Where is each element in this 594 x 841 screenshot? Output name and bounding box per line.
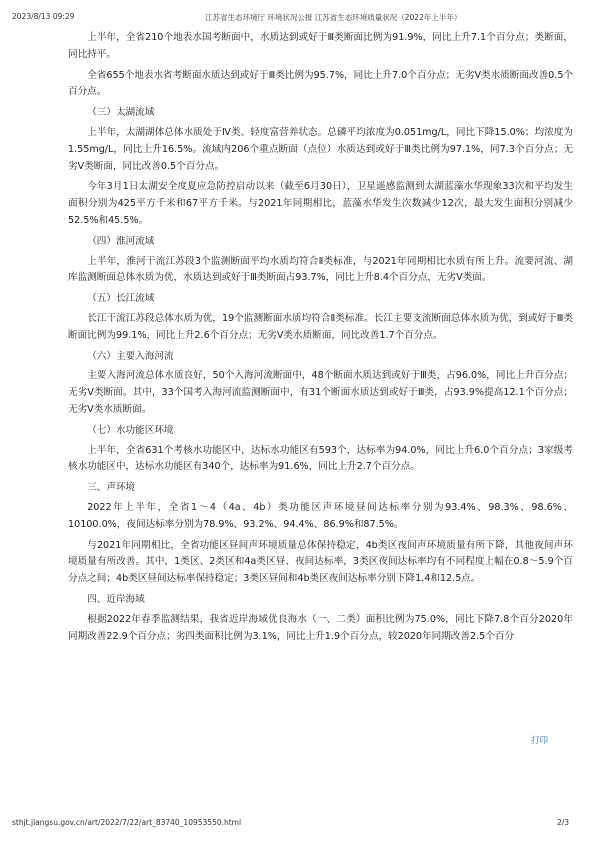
section-heading: （七）水功能区环境 bbox=[87, 424, 174, 436]
page-title: 江苏省生态环境厅 环境状况公报 江苏省生态环境质量状况（2022年上半年） bbox=[205, 13, 462, 22]
paragraph: 今年3月1日太湖安全度夏应急防控启动以来（截至6月30日），卫星遥感监测到太湖蓝藻水华现象33次和平均发生面积分别为425平方千米和67平方千米。与2021年同期相比，蓝藻水华发生次数减少12次，最大发生面积分别减少52.5%和45.5%。 bbox=[68, 181, 573, 226]
page-url: sthjt.jiangsu.gov.cn/art/2022/7/22/art_83740_10953550.html bbox=[12, 818, 242, 827]
section-heading: 四、近岸海域 bbox=[87, 593, 145, 605]
section-heading: （五）长江流域 bbox=[87, 293, 155, 305]
paragraph: 上半年，淮河干流江苏段3个监测断面平均水质均符合Ⅱ类标准，与2021年同期相比水质有所上升。流要河流、湖库监测断面总体水质为优，水质达到或好于Ⅲ类断面占93.7%，同比上升8.4个百分点，无劣Ⅴ类面。 bbox=[68, 255, 573, 284]
section-heading: 三、声环境 bbox=[87, 482, 136, 494]
print-header bbox=[0, 12, 594, 26]
paragraph: 上半年，全省210个地表水国考断面中，水质达到或好于Ⅲ类断面比例为91.9%，同比上升7.1个百分点；类断面，同比持平。 bbox=[68, 32, 573, 60]
section-heading: （三）太湖流域 bbox=[87, 107, 155, 119]
print-link[interactable]: 打印 bbox=[531, 736, 549, 746]
paragraph: 主要入海河流总体水质良好，50个入海河流断面中，48个断面水质达到或好于Ⅲ类，占96.0%，同比上升百分点；无劣Ⅴ类断面。其中，33个国考入海河流监测断面中，有31个断面水质达到或好于Ⅲ类，占93.9%提高12.1个百分点；无劣Ⅴ类水质断面。 bbox=[68, 370, 573, 415]
paragraph: 根据2022年春季监测结果，我省近岸海域优良海水（一、二类）面积比例为75.0%，同比下降7.8个百分2020年同期改善22.9个百分点；劣四类面积比例为3.1%，同比上升1.9个百分点，较2020年同期改善2.5个百分 bbox=[68, 613, 573, 642]
paragraph: 长江干流江苏段总体水质为优，19个监测断面水质均符合Ⅱ类标准。长江主要支流断面总体水质为优，到或好于Ⅲ类断面比例为99.1%，同比上升2.6个百分点；无劣Ⅴ类水质断面，同比改善1.7个百分点。 bbox=[68, 312, 573, 341]
paragraph: 全省655个地表水省考断面水质达到或好于Ⅲ类比例为95.7%，同比上升7.0个百分点；无劣Ⅴ类水质断面改善0.5个百分点。 bbox=[68, 69, 574, 98]
paragraph: 上半年，全省631个考核水功能区中，达标水功能区有593个，达标率为94.0%，同比上升6.0个百分点；3家级考核水功能区中，达标水功能区有340个，达标率为91.6%，同比上升2.7个百分点。 bbox=[68, 444, 573, 473]
section-heading: （六）主要入海河流 bbox=[87, 350, 174, 362]
paragraph: 与2021年同期相比，全省功能区昼间声环境质量总体保持稳定，4b类区夜间声环境质量有所下降，其他夜间声环境质量有所改善。其中，1类区、2类区和4a类区昼、夜间达标率，3类区夜间达标率均有不同程度上幅在0.8～5.9个百分点之间；4b类区昼间达标率保持稳定；3类区昼间和4b类区夜间达标率分别下降1.4和12.5点。 bbox=[68, 539, 573, 585]
article-body bbox=[68, 30, 573, 649]
paragraph: 上半年，太湖湖体总体水质处于Ⅳ类、轻度富营养状态。总磷平均浓度为0.051mg/L，同比下降15.0%；均浓度为1.55mg/L，同比上升16.5%。流域内206个重点断面（点位）水质达到或好于Ⅲ类比例为97.1%，同7.3个百分点；无劣Ⅴ类断面，同比改善0.5个百分点。 bbox=[68, 126, 573, 172]
section-heading: （四）淮河流域 bbox=[87, 235, 155, 247]
page-number: 2/3 bbox=[557, 818, 570, 827]
paragraph: 2022年上半年，全省1～4（4a、4b）类功能区声环境昼间达标率分别为93.4%、98.3%、98.6%、10100.0%，夜间达标率分别为78.9%、93.2%、94.4%、86.9%和87.5%。 bbox=[68, 501, 573, 530]
print-datetime: 2023/8/13 09:29 bbox=[12, 12, 75, 21]
